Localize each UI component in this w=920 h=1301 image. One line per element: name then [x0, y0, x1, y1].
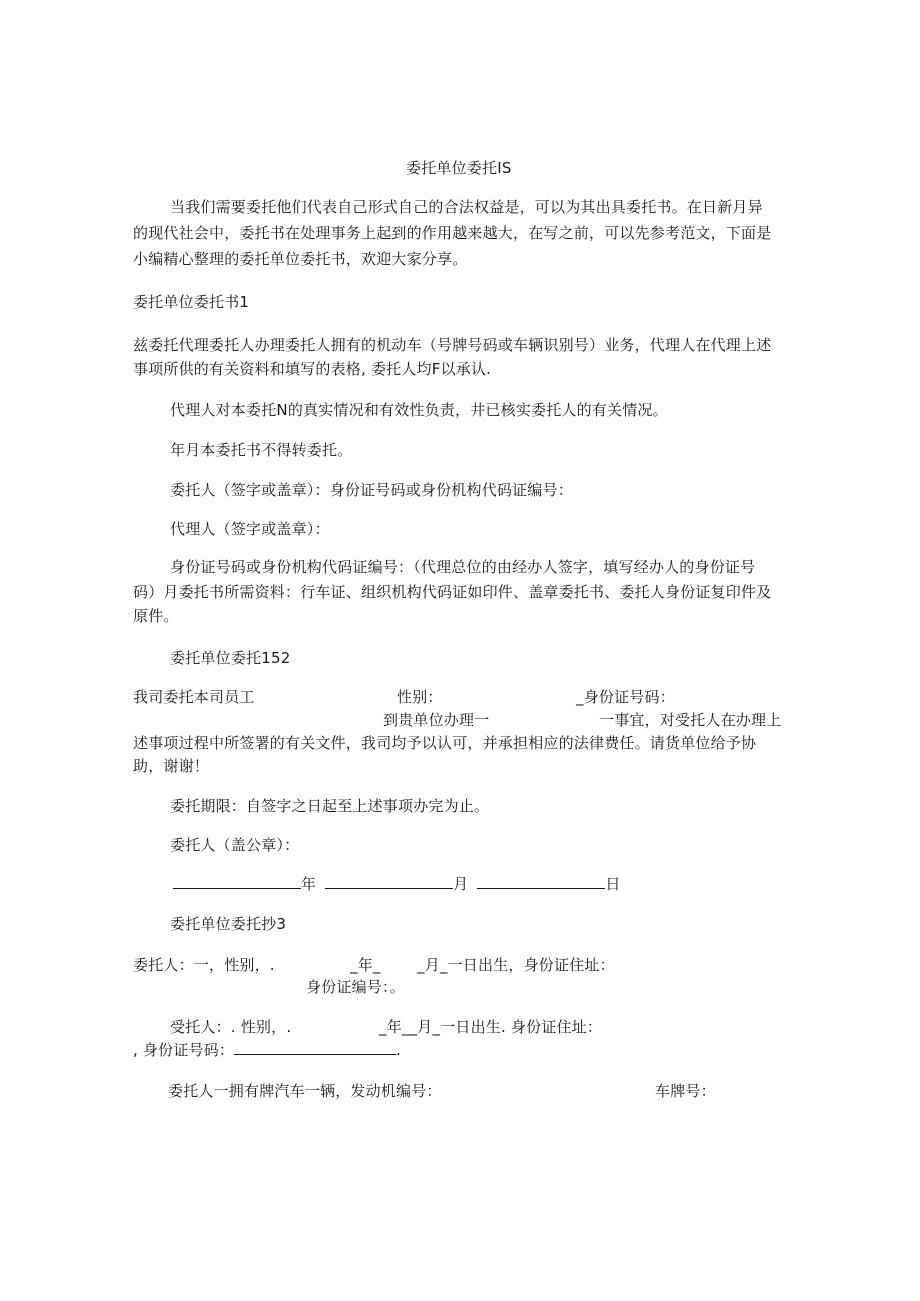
section3-agent-birth: _年__月_一日出生. 身份证住址： — [379, 1018, 603, 1036]
section2-line-1-id: _身份证号码： — [576, 688, 675, 706]
section3-principal-year: _年_ — [350, 956, 381, 974]
section2-heading: 委托单位委托152 — [170, 649, 291, 667]
section1-p1-line-2: 事项所供的有关资料和填写的表格, 委托人均F以承认. — [133, 360, 492, 378]
day-blank[interactable] — [477, 874, 605, 889]
date-line — [173, 874, 621, 894]
month-blank[interactable] — [325, 874, 453, 889]
agent-id-end: . — [396, 1041, 402, 1059]
section1-p2: 代理人对本委托N的真实情况和有效性负责，井已核实委托人的有关情况。 — [170, 401, 668, 419]
day-label: 日 — [605, 875, 621, 893]
section1-p5: 代理人（签字或盖章）： — [170, 520, 330, 538]
section3-id-number: 身份证编号：。 — [306, 978, 405, 996]
section2-line-1-employee: 我司委托本司员工 — [133, 688, 255, 706]
section3-heading: 委托单位委托抄3 — [170, 915, 287, 933]
agent-id-label: , 身份证号码： — [133, 1041, 235, 1059]
intro-line-3: 小编精心整理的委托单位委托书，欢迎大家分享。 — [133, 250, 468, 268]
section2-line-4: 助，谢谢！ — [133, 757, 210, 775]
section3-principal-info: 委托人：一，性别，. — [133, 956, 275, 974]
section2-line-2-matter: 一事宜，对受托人在办理上 — [599, 711, 782, 729]
year-blank[interactable] — [173, 874, 301, 889]
section2-line-1-gender: 性别： — [397, 688, 443, 706]
section3-plate: 车牌号： — [655, 1082, 716, 1100]
section2-line-2-handle: 到贵单位办理一 — [383, 711, 490, 729]
section2-line-3: 述事项过程中所签署的有关文件，我司均予以认可，并承担相应的法律费任。请货单位给予协 — [133, 734, 757, 752]
section3-agent-id-line — [133, 1040, 401, 1060]
section1-p6-line-1: 身份证号码或身份机构代码证编号：（代理总位的由经办人签字，填写经办人的身份证号 — [170, 558, 756, 576]
section3-vehicle: 委托人一拥有牌汽车一辆，发动机编号： — [168, 1082, 442, 1100]
section1-p6-line-2: 码）月委托书所需资料：行车证、组织机构代码证如印件、盖章委托书、委托人身份证复印件及 — [133, 583, 772, 601]
section1-p4: 委托人（签字或盖章）：身份证号码或身份机构代码证编号： — [170, 481, 573, 499]
page-title: 委托单位委托IS — [406, 159, 512, 177]
month-label: 月 — [453, 875, 469, 893]
section1-p1-line-1: 兹委托代理委托人办理委托人拥有的机动车（号牌号码或车辆识别号）业务，代理人在代理上述 — [133, 336, 772, 354]
section1-p6-line-3: 原件。 — [133, 607, 179, 625]
section3-principal-birth: _月_一日出生，身份证住址： — [417, 956, 615, 974]
section1-p3: 年月本委托书不得转委托。 — [170, 441, 353, 459]
agent-id-blank[interactable] — [234, 1040, 396, 1055]
intro-line-2: 的现代社会中，委托书在处理事务上起到的作用越来越大，在写之前，可以先参考范文，下面是 — [133, 224, 772, 242]
section3-agent-info: 受托人：. 性别，. — [170, 1018, 292, 1036]
intro-line-1: 当我们需要委托他们代表自己形式自己的合法权益是，可以为其出具委托书。在日新月异 — [170, 198, 763, 216]
section1-heading: 委托单位委托书1 — [133, 293, 250, 311]
section2-principal: 委托人（盖公章）： — [170, 836, 300, 854]
section2-period: 委托期限：自签字之日起至上述事项办完为止。 — [170, 797, 490, 815]
year-label: 年 — [301, 875, 317, 893]
